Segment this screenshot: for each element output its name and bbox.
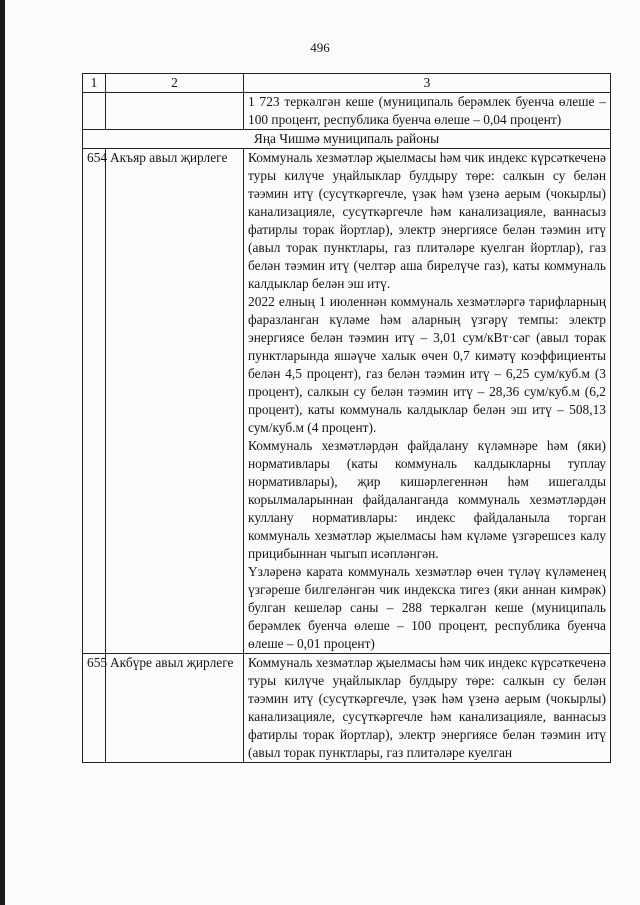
section-row <box>83 130 611 149</box>
section-title: Яңа Чишмә муниципаль районы <box>83 130 611 149</box>
column-header-2: 2 <box>106 74 244 93</box>
description-paragraph: Үзләренә карата коммуналь хезмәтләр өчен түләү күләменең үзгәреше билгеләнгән чик индекска тигез (яки аннан кимрәк) булган кешеләр саны – 288 теркәлгән кеше (муниципаль берәмлек буенча өлеше – 100 процент, республика буенча өлеше – 0,01 процент) <box>248 564 606 651</box>
description-paragraph: 2022 елның 1 июленнән коммуналь хезмәтләргә тарифларның фаразланган күләме һәм аларның үзгәрү темпы: электр энергиясе белән тәэмин итү – 3,01 сум/кВт·сәг (авыл торак пунктларында яшәүче халык өчен 0,7 кимәтү коэффициенты белән 4,5 процент), газ белән тәэмин итү – 6,25 сум/куб.м (3 процент), салкын су белән тәэмин итү – 28,36 сум/куб.м (6,2 процент), каты коммуналь калдыклар белән эш итү – 508,13 сум/куб.м (4 процент). <box>248 294 606 435</box>
description-paragraph: Коммуналь хезмәтләр җыелмасы һәм чик индекс күрсәткеченә туры килүче уңайлыклар булдыру төре: салкын су белән тәэмин итү (сусүткәргечле, үзәк һәм үзенә аерым (чокырлы) канализацияле, сусүткәргечле һәм канализацияле, ваннасыз фатирлы торак йортлар), электр энергиясе белән тәэмин итү (авыл торак пунктлары, газ плитәләре куелган йортлар), газ белән тәэмин итү (челтәр аша бирелүче газ), каты коммуналь калдыклар белән эш итү. <box>248 150 606 291</box>
description-paragraph: 1 723 теркәлгән кеше (муниципаль берәмлек буенча өлеше – 100 процент, республика буенча өлеше – 0,04 процент) <box>248 94 606 127</box>
row-name: Акбүре авыл җирлеге <box>106 654 244 763</box>
row-number <box>83 93 106 130</box>
row-number: 654 <box>83 149 106 654</box>
column-header-3: 3 <box>244 74 611 93</box>
description-paragraph: Коммуналь хезмәтләр җыелмасы һәм чик индекс күрсәткеченә туры килүче уңайлыклар булдыру төре: салкын су белән тәэмин итү (сусүткәргечле, үзәк һәм үзенә аерым (чокырлы) канализацияле, сусүткәргечле һәм канализацияле, ваннасыз фатирлы торак йортлар), электр энергиясе белән тәэмин итү (авыл торак пунктлары, газ плитәләре куелган <box>248 655 606 760</box>
document-table <box>82 73 611 763</box>
page-number: 496 <box>310 40 330 55</box>
row-number: 655 <box>83 654 106 763</box>
row-name <box>106 93 244 130</box>
scan-edge <box>0 0 5 905</box>
table-row <box>83 149 611 654</box>
description-paragraph: Коммуналь хезмәтләрдән файдалану күләмнәре һәм (яки) нормативлары (каты коммуналь калдыкларны туплау нормативлары), җир кишәрлегеннән һәм ишегалды корылмаларыннан файдаланганда коммуналь хезмәтләрдән куллану нормативлары: индекс файдаланыла торган коммуналь хезмәтләр җыелмасы һәм күләме үзгәрешсез калу прицибыннан чыгып исәпләнгән. <box>248 438 606 561</box>
row-name: Акъяр авыл җирлеге <box>106 149 244 654</box>
row-description <box>244 654 611 763</box>
row-description <box>244 149 611 654</box>
continuation-row <box>83 93 611 130</box>
table-header-row <box>83 74 611 93</box>
column-header-1: 1 <box>83 74 106 93</box>
row-description <box>244 93 611 130</box>
table-row <box>83 654 611 763</box>
